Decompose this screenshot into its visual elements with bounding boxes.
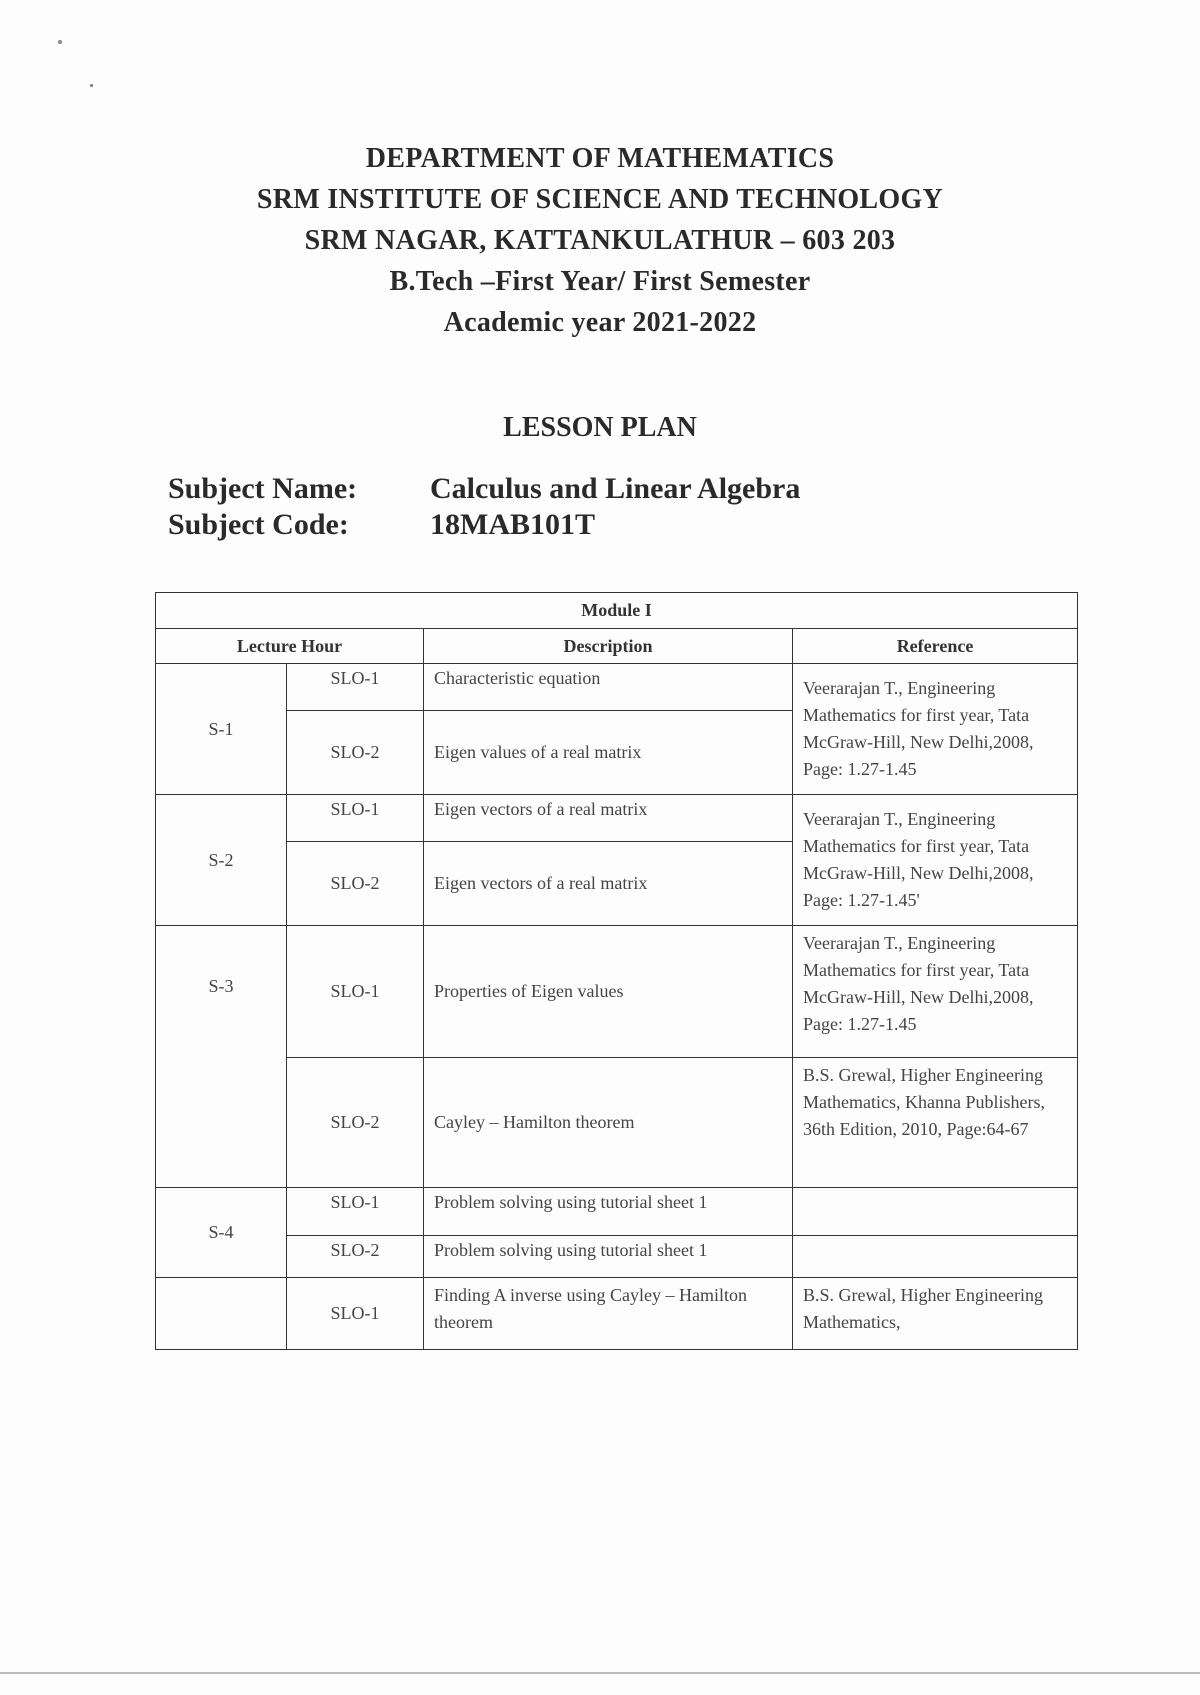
slo-cell: SLO-2	[287, 1236, 424, 1278]
reference-cell: Veerarajan T., Engineering Mathematics for first year, Tata McGraw-Hill, New Delhi,2008, Page: 1.27-1.45'	[793, 795, 1078, 926]
description-cell: Eigen vectors of a real matrix	[424, 842, 793, 926]
slo-cell: SLO-1	[287, 1188, 424, 1236]
slo-cell: SLO-2	[287, 1058, 424, 1188]
description-header: Description	[424, 629, 793, 664]
slo-cell: SLO-1	[287, 1278, 424, 1350]
slo-cell: SLO-1	[287, 795, 424, 842]
slo-cell: SLO-1	[287, 926, 424, 1058]
slo-cell: SLO-2	[287, 711, 424, 795]
reference-cell: B.S. Grewal, Higher Engineering Mathematics,	[793, 1278, 1078, 1350]
scan-speck	[58, 40, 62, 44]
subject-name-label: Subject Name:	[168, 472, 358, 505]
reference-cell: Veerarajan T., Engineering Mathematics for first year, Tata McGraw-Hill, New Delhi,2008, Page: 1.27-1.45	[793, 926, 1078, 1058]
subject-code-row	[168, 508, 595, 542]
session-cell: S-1	[156, 664, 287, 795]
description-cell: Problem solving using tutorial sheet 1	[424, 1188, 793, 1236]
institute-line: SRM INSTITUTE OF SCIENCE AND TECHNOLOGY	[256, 184, 944, 215]
description-cell: Properties of Eigen values	[424, 926, 793, 1058]
program-line: B.Tech –First Year/ First Semester	[389, 266, 811, 297]
session-cell-empty	[156, 1278, 287, 1350]
subject-name-row	[168, 472, 800, 506]
subject-name-value: Calculus and Linear Algebra	[430, 472, 801, 505]
department-line: DEPARTMENT OF MATHEMATICS	[365, 143, 835, 174]
scan-edge-line	[0, 1672, 1200, 1674]
reference-cell-empty	[793, 1236, 1078, 1278]
page-title: LESSON PLAN	[503, 412, 697, 443]
session-cell: S-4	[156, 1188, 287, 1278]
scan-speck	[90, 84, 93, 87]
description-cell: Characteristic equation	[424, 664, 793, 711]
description-cell: Finding A inverse using Cayley – Hamilton theorem	[424, 1278, 793, 1350]
reference-cell: Veerarajan T., Engineering Mathematics for first year, Tata McGraw-Hill, New Delhi,2008, Page: 1.27-1.45	[793, 664, 1078, 795]
slo-cell: SLO-2	[287, 842, 424, 926]
session-cell: S-2	[156, 795, 287, 926]
subject-code-label: Subject Code:	[168, 508, 349, 541]
description-cell: Problem solving using tutorial sheet 1	[424, 1236, 793, 1278]
reference-cell: B.S. Grewal, Higher Engineering Mathematics, Khanna Publishers, 36th Edition, 2010, Page:64-67	[793, 1058, 1078, 1188]
document-header	[0, 138, 1200, 343]
lesson-plan-table	[155, 592, 1078, 1350]
slo-cell: SLO-1	[287, 664, 424, 711]
description-cell: Eigen vectors of a real matrix	[424, 795, 793, 842]
lecture-hour-header: Lecture Hour	[156, 629, 424, 664]
address-line: SRM NAGAR, KATTANKULATHUR – 603 203	[304, 225, 896, 256]
description-cell: Cayley – Hamilton theorem	[424, 1058, 793, 1188]
reference-header: Reference	[793, 629, 1078, 664]
session-cell: S-3	[156, 926, 287, 1188]
reference-cell-empty	[793, 1188, 1078, 1236]
subject-code-value: 18MAB101T	[430, 508, 595, 541]
academic-year-line: Academic year 2021-2022	[443, 307, 757, 338]
description-cell: Eigen values of a real matrix	[424, 711, 793, 795]
module-header: Module I	[156, 593, 1078, 629]
